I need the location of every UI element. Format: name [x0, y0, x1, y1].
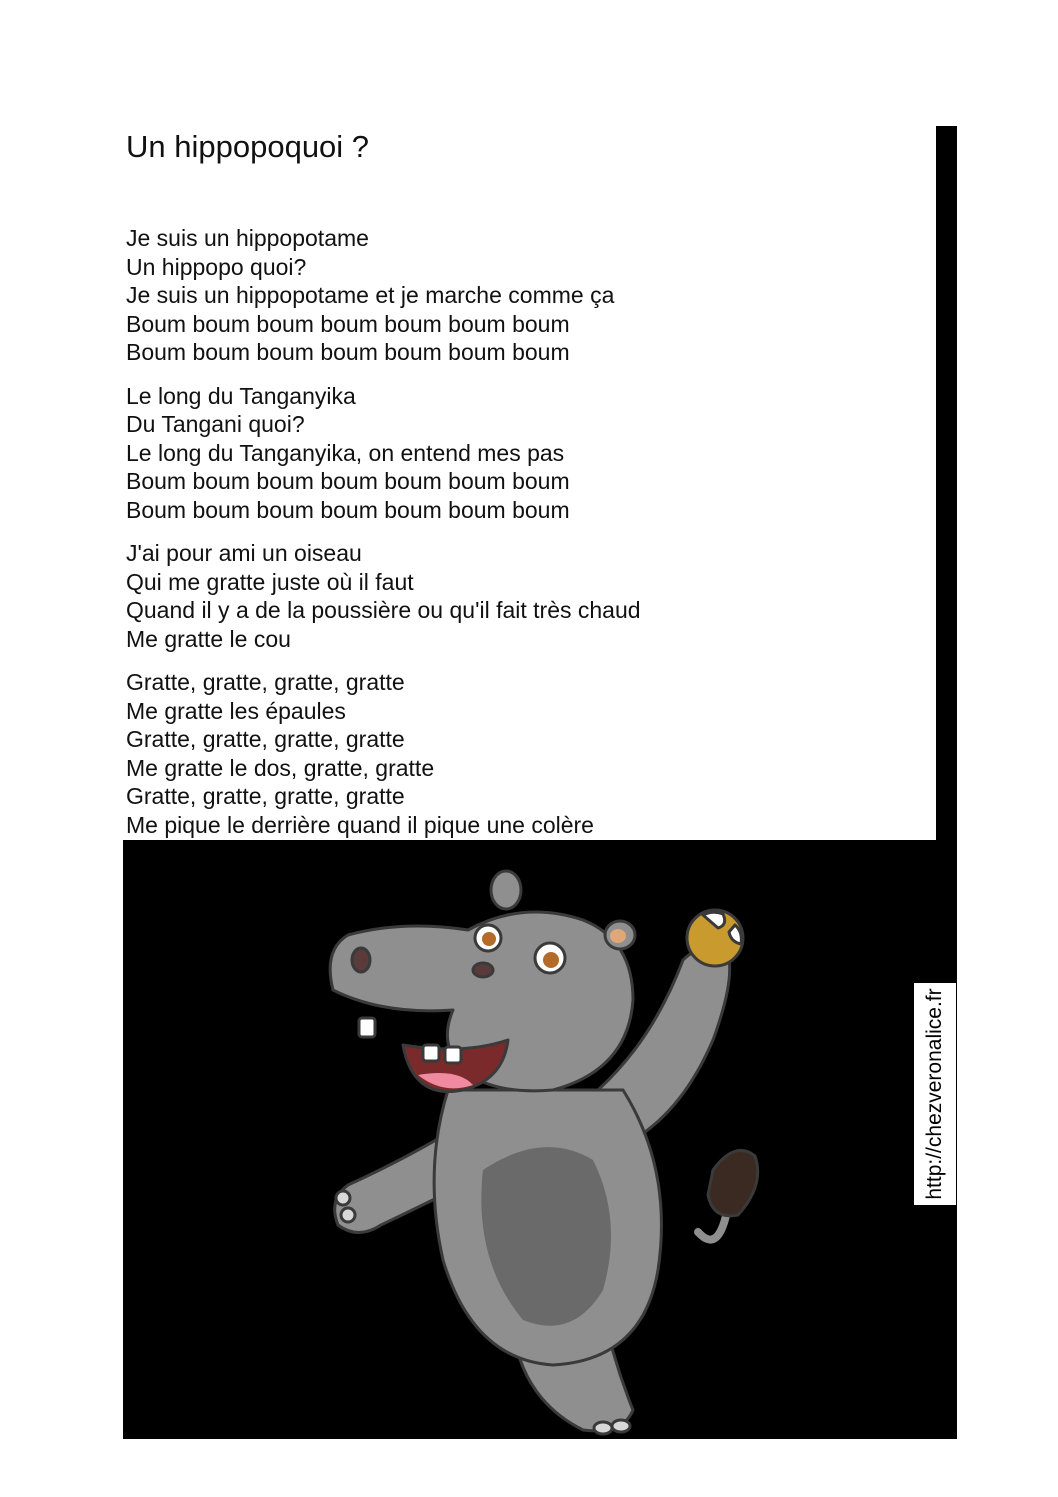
lyric-line: Me gratte le dos, gratte, gratte: [126, 754, 435, 781]
stanza: [126, 668, 926, 839]
lyric-line: Un hippopo quoi?: [126, 253, 307, 280]
lyric-line: Me gratte les épaules: [126, 697, 346, 724]
hippo-illustration-icon: [123, 840, 957, 1439]
lyric-line: Qui me gratte juste où il faut: [126, 568, 414, 595]
hippo-image-panel: [123, 840, 957, 1439]
stanza: [126, 382, 926, 525]
right-black-bar: [936, 126, 957, 842]
lyric-line: Gratte, gratte, gratte, gratte: [126, 726, 405, 752]
lyric-line: Boum boum boum boum boum boum boum: [126, 310, 570, 337]
lyric-line: Quand il y a de la poussière ou qu'il fait très chaud: [126, 597, 641, 623]
lyric-line: Le long du Tanganyika, on entend mes pas: [126, 439, 565, 466]
lyrics: [126, 224, 926, 854]
lyric-line: Me pique le derrière quand il pique une colère: [126, 811, 594, 838]
lyric-line: Du Tangani quoi?: [126, 411, 305, 437]
lyric-line: Me gratte le cou: [126, 625, 291, 652]
stanza: [126, 224, 926, 367]
lyric-line: Je suis un hippopotame: [126, 225, 369, 251]
lyric-line: Gratte, gratte, gratte, gratte: [126, 783, 405, 809]
lyric-line: Je suis un hippopotame et je marche comme ça: [126, 282, 615, 308]
lyric-line: Le long du Tanganyika: [126, 382, 356, 409]
page-title: Un hippopoquoi ?: [126, 129, 370, 164]
watermark-text[interactable]: http://chezveronalice.fr: [923, 988, 946, 1200]
stanza: [126, 539, 926, 653]
lyric-line: J'ai pour ami un oiseau: [126, 540, 362, 566]
watermark-box: [914, 983, 956, 1205]
lyric-line: Boum boum boum boum boum boum boum: [126, 339, 570, 365]
lyric-line: Boum boum boum boum boum boum boum: [126, 496, 570, 523]
lyric-line: Gratte, gratte, gratte, gratte: [126, 669, 405, 695]
lyric-line: Boum boum boum boum boum boum boum: [126, 468, 570, 494]
